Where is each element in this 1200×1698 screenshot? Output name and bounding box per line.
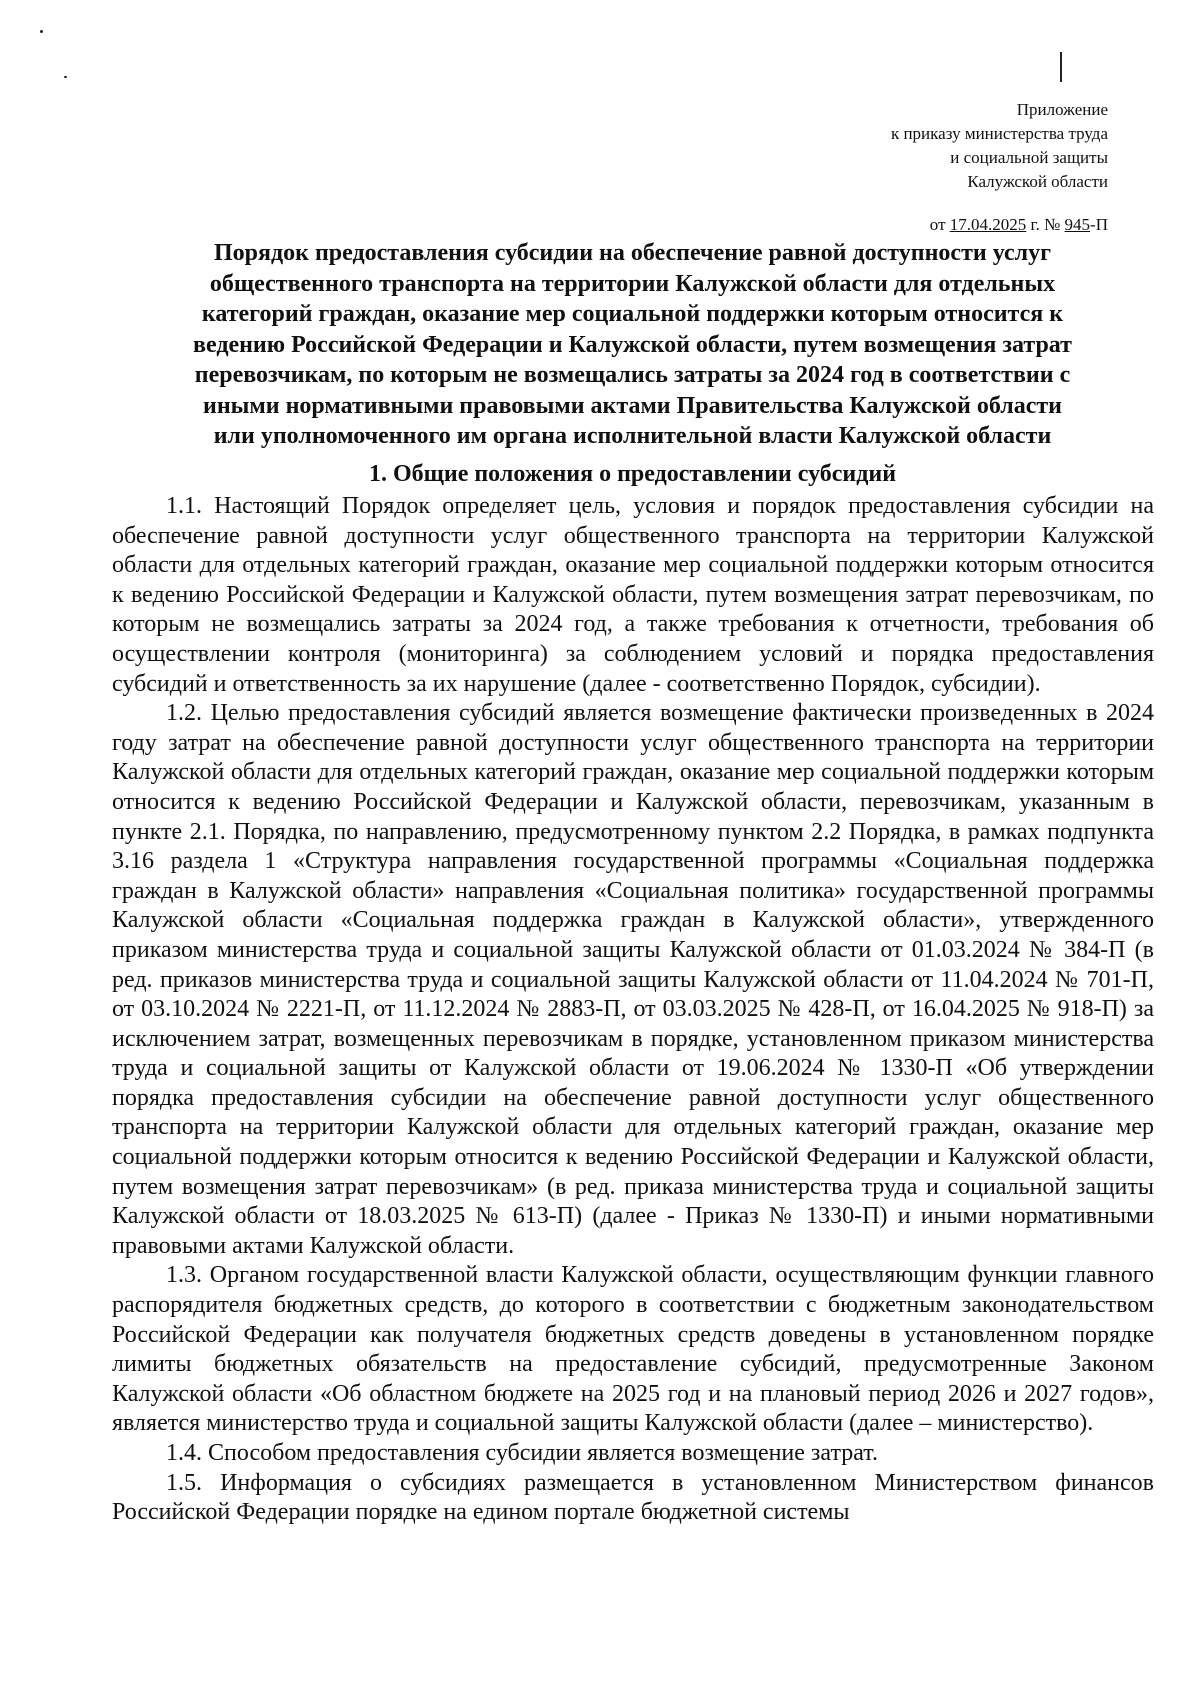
title-line: ведению Российской Федерации и Калужской области, путем возмещения затрат: [193, 331, 1072, 358]
scan-mark-dot: [40, 30, 43, 33]
paragraph-1-5: 1.5. Информация о субсидиях размещается в установленном Министерством финансов Российской Федерации порядке на едином портале бюджетной системы: [112, 1469, 1154, 1526]
order-ref-mid: г. №: [1026, 215, 1065, 234]
order-number: 945: [1064, 215, 1091, 234]
attachment-line: Калужской области: [967, 172, 1108, 191]
scan-mark-dot: [64, 76, 67, 78]
title-line: категорий граждан, оказание мер социальной поддержки которым относится к: [201, 301, 1064, 327]
attachment-line: к приказу министерства труда: [890, 124, 1108, 143]
section-heading: 1. Общие положения о предоставлении субсидий: [368, 461, 897, 487]
attachment-line: Приложение: [1016, 100, 1108, 119]
title-line: Порядок предоставления субсидии на обеспечение равной доступности услуг: [214, 240, 1051, 266]
title-line: общественного транспорта на территории Калужской области для отдельных: [209, 270, 1056, 297]
title-line: перевозчикам, по которым не возмещались затраты за 2024 год в соответствии с: [194, 362, 1071, 388]
attachment-line: и социальной защиты: [950, 148, 1108, 167]
attachment-header: [891, 98, 1108, 194]
order-date: 17.04.2025: [949, 215, 1027, 234]
paragraph-1-2: 1.2. Целью предоставления субсидий является возмещение фактически произведенных в 2024 году затрат на обеспечение равной доступности услуг общественного транспорта на территории Калужской области для отдельных категорий граждан, оказание мер социальной поддержки которым относится к ведению Российской Федерации и Калужской области, перевозчикам, указанным в пункте 2.1. Порядка, по направлению, предусмотренному пунктом 2.2 Порядка, в рамках подпункта 3.16 раздела 1 «Структура направления государственной программы «Социальная поддержка граждан в Калужской области» направления «Социальная политика» государственной программы Калужской области «Социальная поддержка граждан в Калужской области», утвержденного приказом министерства труда и социальной защиты Калужской области от 01.03.2024 № 384-П (в ред. приказов министерства труда и социальной защиты Калужской области от 11.04.2024 № 701-П, от 03.10.2024 № 2221-П, от 11.12.2024 № 2883-П, от 03.03.2025 № 428-П, от 16.04.2025 № 918-П) за исключением затрат, возмещенных перевозчикам в порядке, установленном приказом министерства труда и социальной защиты от Калужской области от 19.06.2024 № 1330-П «Об утверждении порядка предоставления субсидии на обеспечение равной доступности услуг общественного транспорта на территории Калужской области для отдельных категорий граждан, оказание мер социальной поддержки которым относится к ведению Российской Федерации и Калужской области, путем возмещения затрат перевозчикам» (в ред. приказа министерства труда и социальной защиты Калужской области от 18.03.2025 № 613-П) (далее - Приказ № 1330-П) и иными нормативными правовыми актами Калужской области.: [112, 700, 1154, 1259]
document-title: [140, 238, 1125, 452]
order-reference: [930, 213, 1108, 237]
scan-mark-vertical-line: [1060, 52, 1062, 82]
document-body: [112, 492, 1154, 1528]
paragraph-1-1: 1.1. Настоящий Порядок определяет цель, условия и порядок предоставления субсидии на обеспечение равной доступности услуг общественного транспорта на территории Калужской области для отдельных категорий граждан, оказание мер социальной поддержки которым относится к ведению Российской Федерации и Калужской области, путем возмещения затрат перевозчикам, по которым не возмещались затраты за 2024 год, а также требования к отчетности, требования об осуществлении контроля (мониторинга) за соблюдением условий и порядка предоставления субсидий и ответственность за их нарушение (далее - соответственно Порядок, субсидии).: [112, 493, 1154, 697]
paragraph-1-3: 1.3. Органом государственной власти Калужской области, осуществляющим функции главного распорядителя бюджетных средств, до которого в соответствии с бюджетным законодательством Российской Федерации как получателя бюджетных средств доведены в установленном порядке лимиты бюджетных обязательств на предоставление субсидий, предусмотренные Законом Калужской области «Об областном бюджете на 2025 год и на плановый период 2026 и 2027 годов», является министерство труда и социальной защиты Калужской области (далее – министерство).: [112, 1262, 1154, 1437]
title-line: иными нормативными правовыми актами Правительства Калужской области: [203, 392, 1062, 419]
order-ref-suffix: -П: [1090, 215, 1108, 234]
title-line: или уполномоченного им органа исполнительной власти Калужской области: [213, 423, 1052, 449]
order-ref-prefix: от: [929, 215, 950, 234]
paragraph-1-4: 1.4. Способом предоставления субсидии является возмещение затрат.: [166, 1440, 878, 1466]
